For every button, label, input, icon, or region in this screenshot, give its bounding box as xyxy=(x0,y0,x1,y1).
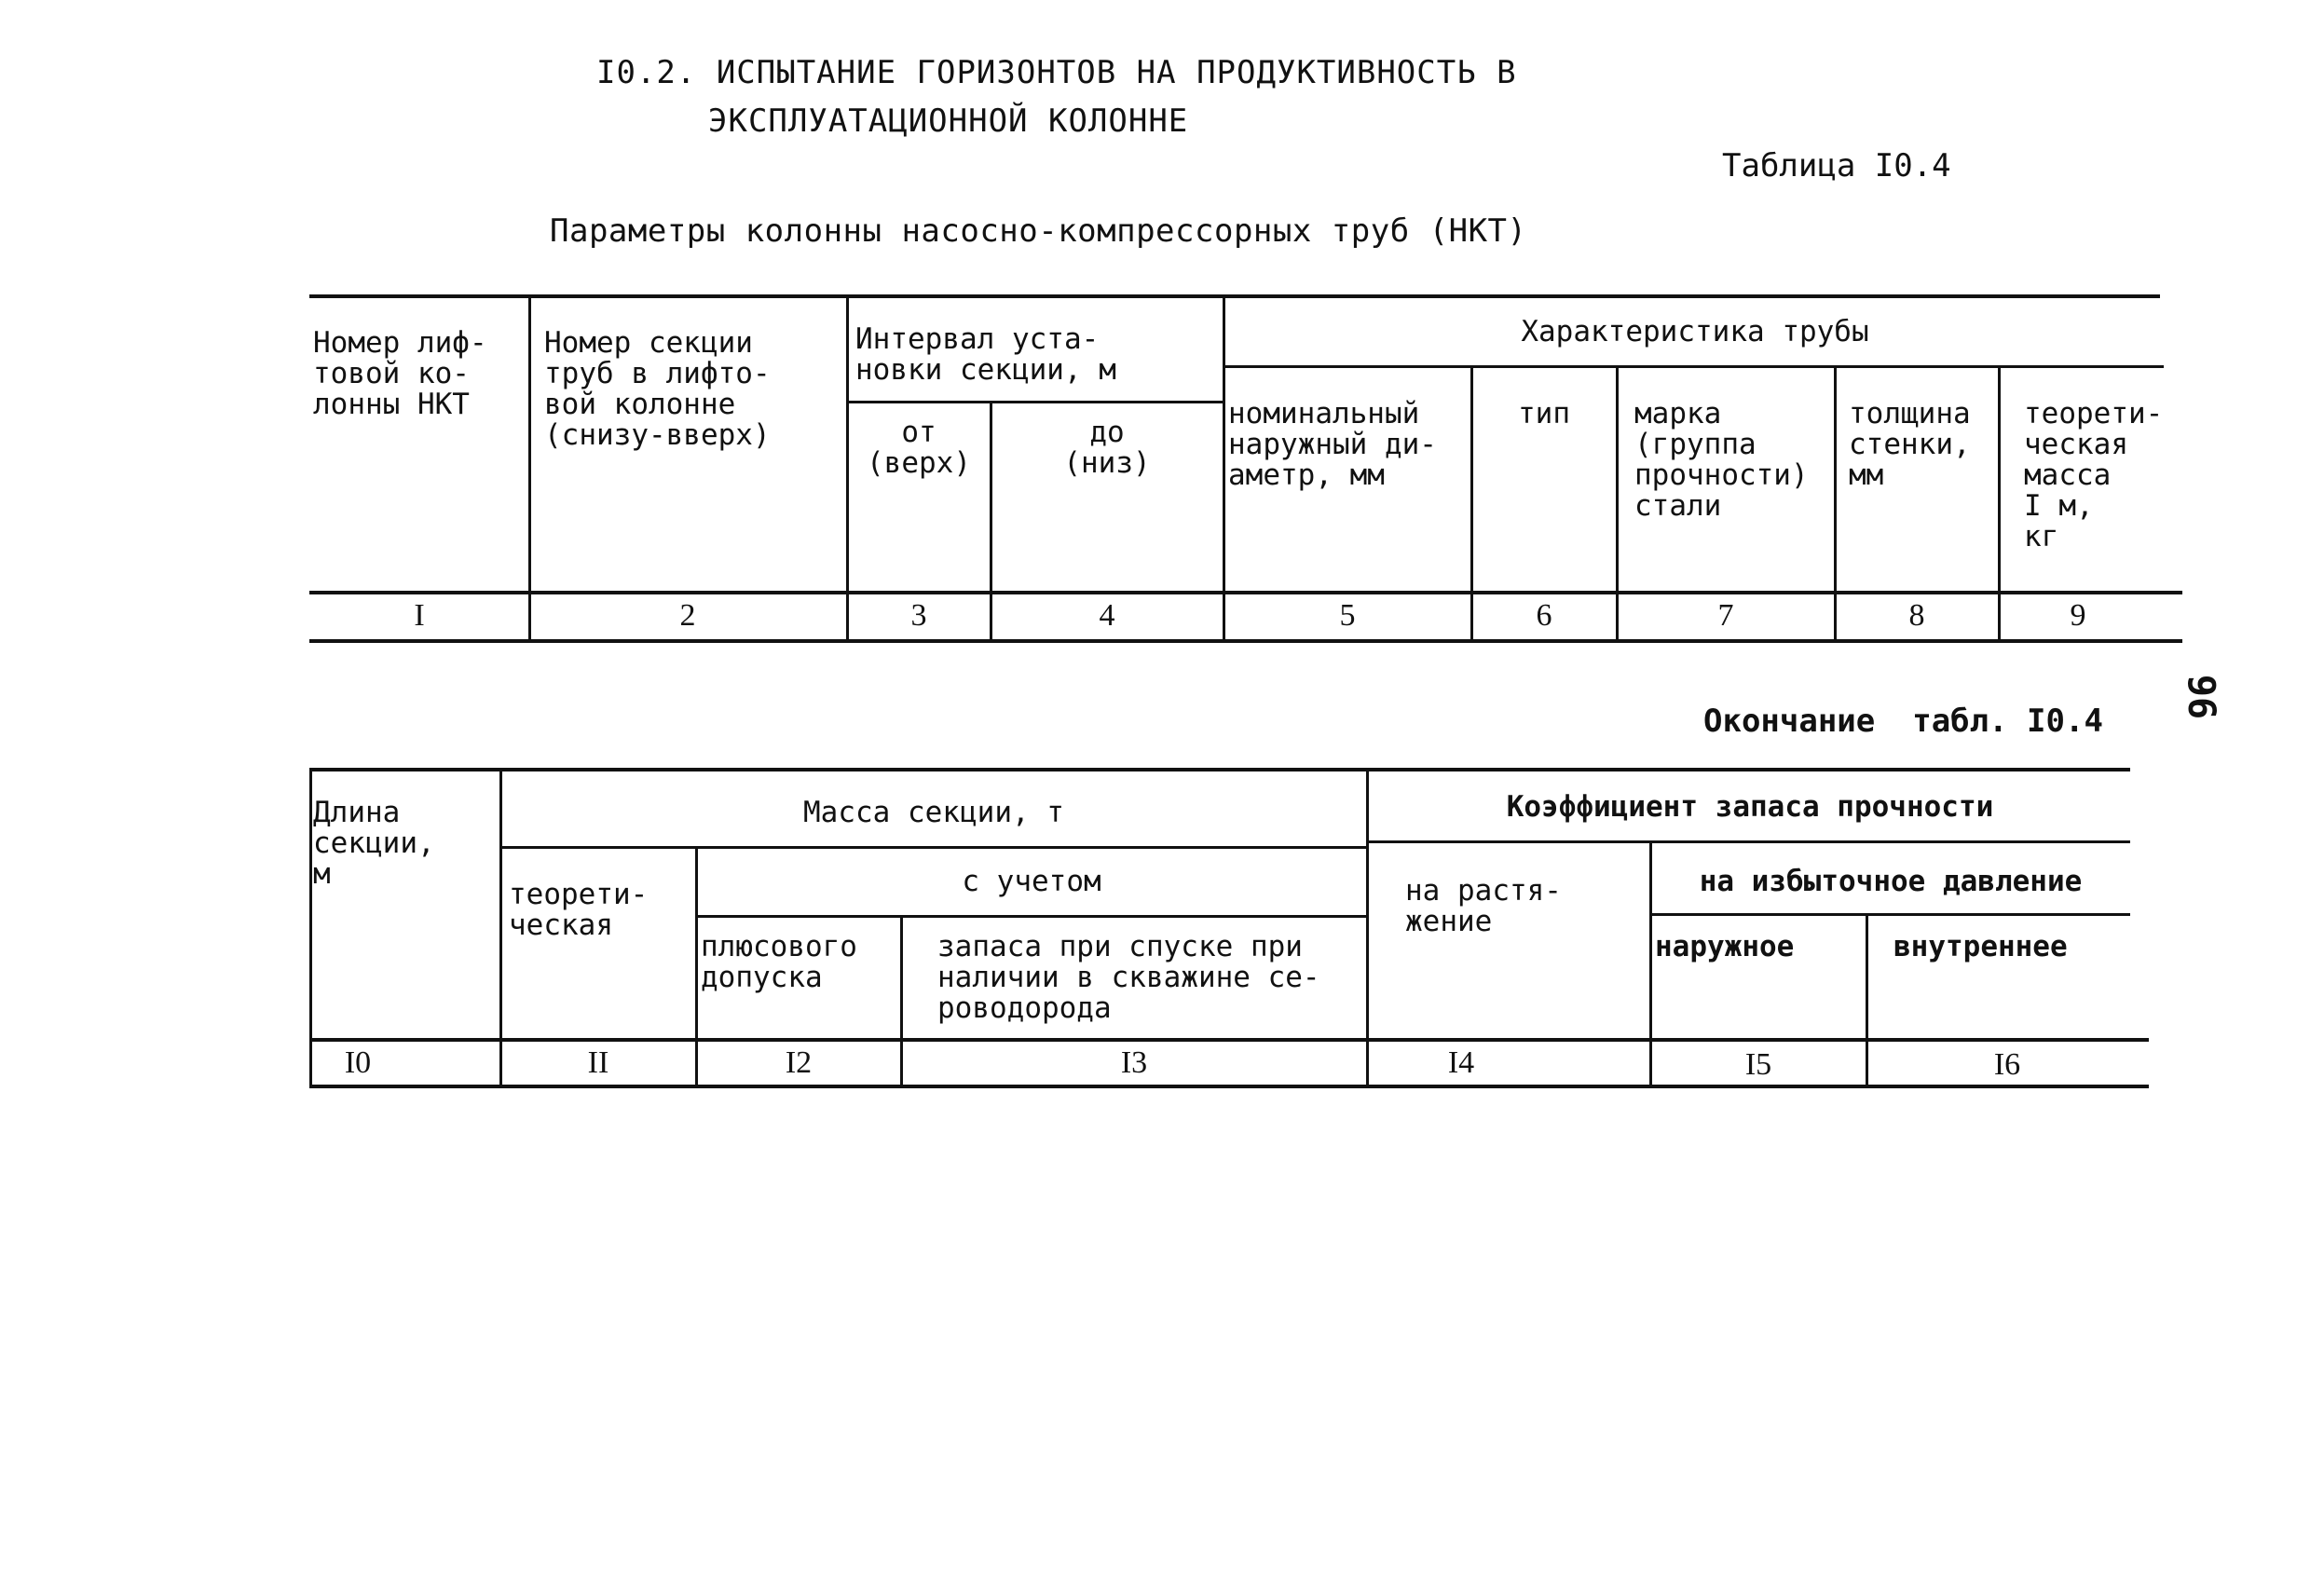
column-number: I6 xyxy=(1993,1047,2021,1082)
header-to: до (низ) xyxy=(1063,416,1151,480)
column-number: I5 xyxy=(1744,1047,1772,1082)
header-plus-tolerance: плюсового допуска xyxy=(701,930,857,994)
table1-vline xyxy=(846,296,849,641)
table1-char-rule xyxy=(1224,365,2164,368)
header-reserve-h2s: запаса при спуске при наличии в скважине се- роводорода xyxy=(937,930,1320,1025)
table1-header-bottom-rule xyxy=(309,591,2182,594)
table2-top-rule xyxy=(309,768,2130,772)
table2-header-bottom-rule xyxy=(309,1038,2149,1042)
header-with-account: с учетом xyxy=(962,865,1101,898)
continuation-word: Окончание xyxy=(1703,703,1876,740)
table1-vline xyxy=(528,296,531,641)
table2-factor-rule xyxy=(1368,840,2130,843)
column-number: 5 xyxy=(1339,598,1356,633)
header-interval: Интервал уста- новки секции, м xyxy=(855,322,1116,387)
column-number: 2 xyxy=(679,598,696,633)
header-steel-grade: марка (группа прочности) стали xyxy=(1634,397,1809,523)
header-lift-column-number: Номер лиф- товой ко- лонны НКТ xyxy=(313,326,487,421)
column-number: I2 xyxy=(785,1045,813,1080)
column-number: I4 xyxy=(1447,1045,1475,1080)
header-from: от (верх) xyxy=(867,416,971,480)
column-number: 6 xyxy=(1536,598,1552,633)
column-number: 4 xyxy=(1099,598,1115,633)
header-wall-thickness: толщина стенки, мм xyxy=(1849,397,1971,492)
column-number: 7 xyxy=(1717,598,1734,633)
header-safety-factor: Коэффициент запаса прочности xyxy=(1506,790,1994,824)
table1-interval-rule xyxy=(848,401,1224,403)
table2-account-rule xyxy=(697,915,1366,918)
header-internal: внутреннее xyxy=(1893,930,2068,963)
table-number: Таблица I0.4 xyxy=(1722,147,1951,184)
header-overpressure: на избыточное давление xyxy=(1699,865,2083,898)
table2-mass-rule xyxy=(501,846,1366,849)
column-number: I3 xyxy=(1120,1045,1148,1080)
column-number: 8 xyxy=(1908,598,1925,633)
column-number: I xyxy=(414,598,425,633)
continuation-label xyxy=(1703,703,2103,740)
column-number: I0 xyxy=(344,1045,372,1080)
header-section-mass: Масса секции, т xyxy=(803,796,1064,829)
header-type: тип xyxy=(1518,397,1570,430)
header-theoretical: теорети- ческая xyxy=(509,878,649,942)
header-nominal-diameter: номинальный наружный ди- аметр, мм xyxy=(1228,397,1437,492)
header-section-number: Номер секции труб в лифто- вой колонне (снизу-вверх) xyxy=(544,326,771,452)
header-section-length: Длина секции, м xyxy=(313,796,435,891)
table1-top-rule xyxy=(309,294,2160,298)
table-caption: Параметры колонны насосно-компрессорных труб (НКТ) xyxy=(550,212,1527,250)
table2-vline xyxy=(499,770,502,1086)
header-tension: на растя- жение xyxy=(1405,874,1562,938)
table2-vline xyxy=(1366,770,1369,1086)
continuation-ref: табл. I0.4 xyxy=(1912,703,2103,740)
table2-pressure-rule xyxy=(1651,913,2130,916)
table1-bottom-rule xyxy=(309,639,2182,643)
section-heading xyxy=(596,48,1517,145)
table2-bottom-rule xyxy=(309,1085,2149,1088)
table2-vline xyxy=(309,770,312,1086)
page-number: 96 xyxy=(2180,674,2223,720)
header-external: наружное xyxy=(1655,930,1795,963)
column-number: 3 xyxy=(910,598,927,633)
section-heading-line2: ЭКСПЛУАТАЦИОННОЙ КОЛОННЕ xyxy=(708,102,1189,140)
header-pipe-characteristic: Характеристика трубы xyxy=(1521,315,1869,348)
table1-vline xyxy=(1223,296,1225,641)
column-number: 9 xyxy=(2070,598,2086,633)
header-theoretical-mass: теорети- ческая масса I м, кг xyxy=(2024,397,2164,553)
column-number: II xyxy=(587,1045,609,1080)
section-heading-line1: I0.2. ИСПЫТАНИЕ ГОРИЗОНТОВ НА ПРОДУКТИВНОСТЬ В xyxy=(596,54,1517,91)
